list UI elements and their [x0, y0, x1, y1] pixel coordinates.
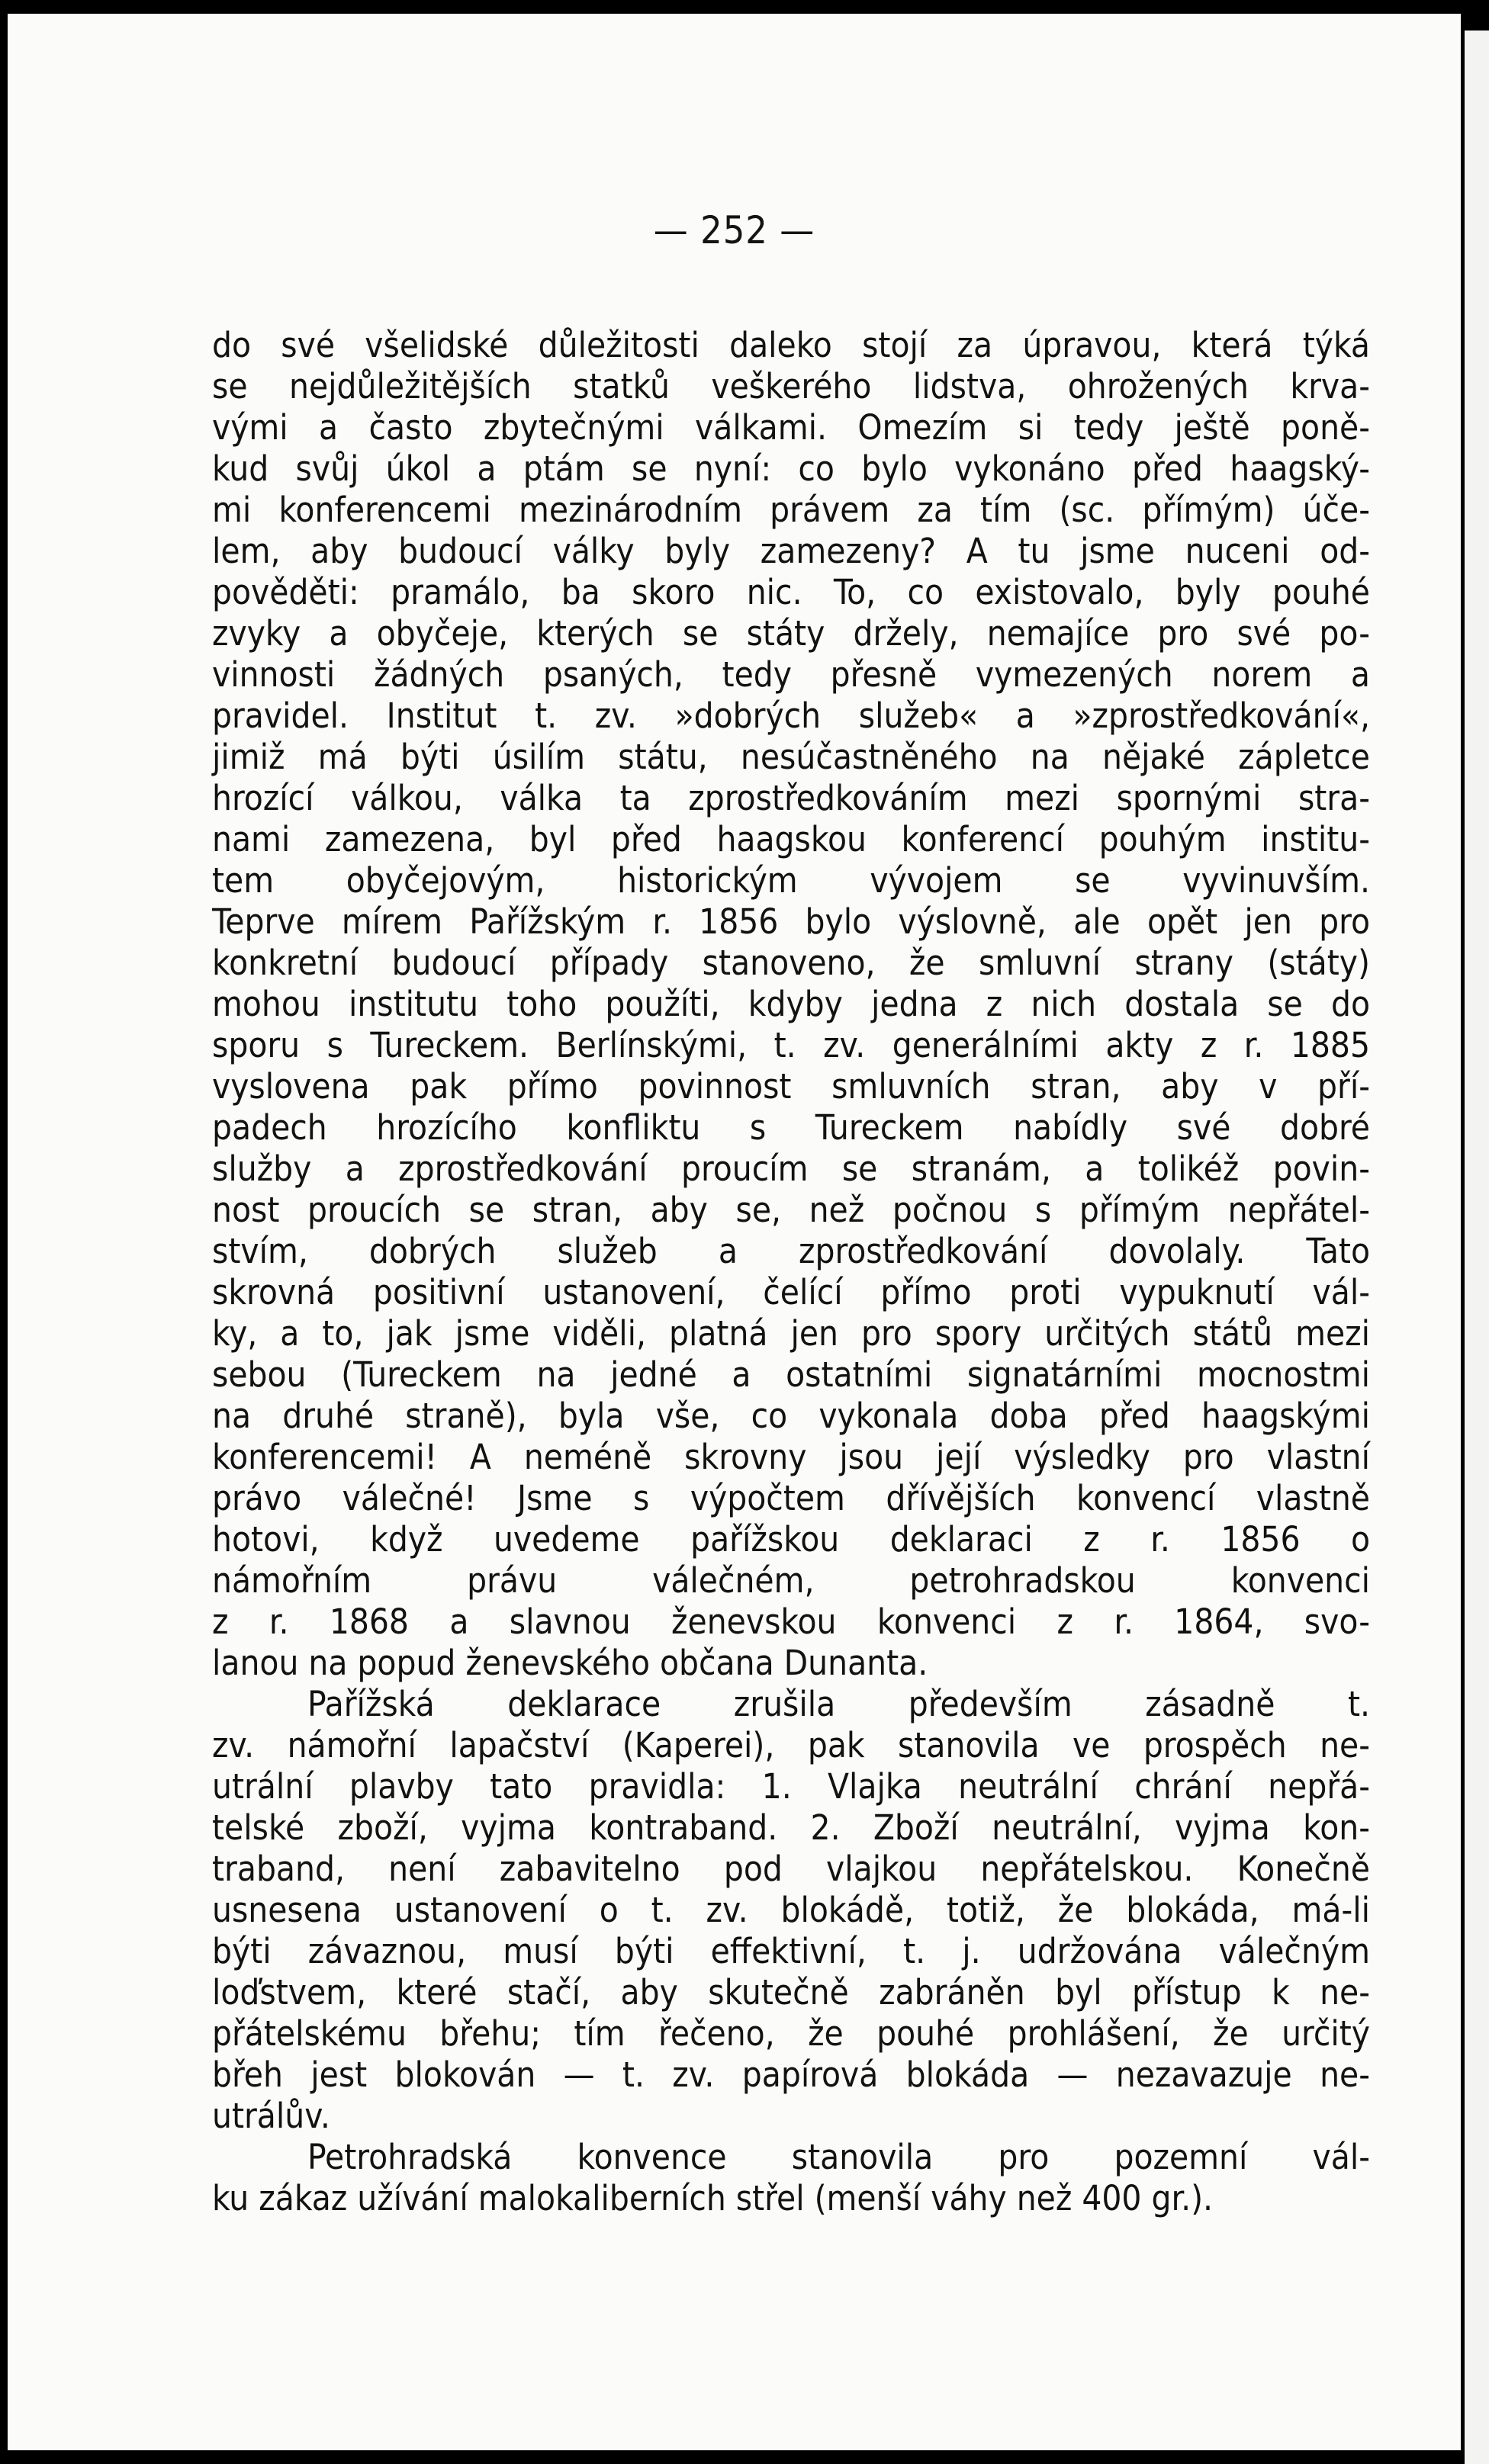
text-line: do své všelidské důležitosti daleko stojí za úpravou, která týká [212, 325, 1370, 365]
text-line: nost proucích se stran, aby se, než počnou s přímým nepřátel- [212, 1190, 1370, 1230]
text-line: z r. 1868 a slavnou ženevskou konvenci z r. 1864, svo- [212, 1601, 1370, 1642]
scan-edge [1465, 31, 1489, 2464]
text-line: ku zákaz užívání malokaliberních střel (menší váhy než 400 gr.). [212, 2178, 1214, 2218]
text-line: břeh jest blokován — t. zv. papírová blokáda — nezavazuje ne- [212, 2054, 1370, 2095]
text-line: kud svůj úkol a ptám se nyní: co bylo vykonáno před haagský- [212, 448, 1370, 489]
paragraph-1 [212, 325, 1370, 1684]
paragraph-2 [212, 1684, 1370, 2137]
text-line: pověděti: pramálo, ba skoro nic. To, co existovalo, byly pouhé [212, 572, 1370, 612]
text-line: zv. námořní lapačství (Kaperei), pak stanovila ve prospěch ne- [212, 1725, 1370, 1765]
text-line: služby a zprostředkování proucím se stranám, a tolikéž povin- [212, 1148, 1370, 1189]
text-line: Petrohradská konvence stanovila pro pozemní vál- [307, 2137, 1370, 2177]
text-line: námořním právu válečném, petrohradskou konvenci [212, 1560, 1370, 1601]
text-line: sebou (Tureckem na jedné a ostatními signatárními mocnostmi [212, 1354, 1370, 1395]
text-line: jimiž má býti úsilím státu, nesúčastněného na nějaké zápletce [212, 737, 1370, 777]
text-line: utrálův. [212, 2096, 330, 2136]
text-line: loďstvem, které stačí, aby skutečně zabráněn byl přístup k ne- [212, 1972, 1370, 2013]
text-line: Pařížská deklarace zrušila především zásadně t. [307, 1684, 1370, 1724]
text-line: stvím, dobrých služeb a zprostředkování dovolaly. Tato [212, 1231, 1370, 1271]
text-line: lanou na popud ženevského občana Dunanta. [212, 1643, 928, 1683]
text-line: vyslovena pak přímo povinnost smluvních stran, aby v pří- [212, 1066, 1370, 1107]
text-line: býti závaznou, musí býti effektivní, t. j. udržována válečným [212, 1931, 1370, 1971]
page-number: — 252 — [653, 208, 815, 252]
text-line: hrozící válkou, válka ta zprostředkováním mezi spornými stra- [212, 778, 1370, 818]
text-line: tem obyčejovým, historickým vývojem se vyvinuvším. [212, 860, 1370, 901]
text-line: Teprve mírem Pařížským r. 1856 bylo výslovně, ale opět jen pro [212, 901, 1370, 942]
text-line: sporu s Tureckem. Berlínskými, t. zv. generálními akty z r. 1885 [212, 1025, 1370, 1065]
text-line: vými a často zbytečnými válkami. Omezím si tedy ještě poně- [212, 407, 1370, 448]
text-line: hotovi, když uvedeme pařížskou deklaraci z r. 1856 o [212, 1519, 1370, 1560]
text-line: mi konferencemi mezinárodním právem za tím (sc. přímým) úče- [212, 490, 1370, 530]
paragraph-3 [212, 2137, 1370, 2219]
text-line: zvyky a obyčeje, kterých se státy držely, nemajíce pro své po- [212, 613, 1370, 654]
text-line: právo válečné! Jsme s výpočtem dřívějších konvencí vlastně [212, 1478, 1370, 1518]
text-line: konferencemi! A neméně skrovny jsou její výsledky pro vlastní [212, 1437, 1370, 1477]
text-line: usnesena ustanovení o t. zv. blokádě, totiž, že blokáda, má-li [212, 1890, 1370, 1930]
text-line: přátelskému břehu; tím řečeno, že pouhé prohlášení, že určitý [212, 2013, 1370, 2054]
text-line: ky, a to, jak jsme viděli, platná jen pro spory určitých států mezi [212, 1313, 1370, 1354]
text-line: padech hrozícího konfliktu s Tureckem nabídly své dobré [212, 1107, 1370, 1148]
text-line: nami zamezena, byl před haagskou konferencí pouhým institu- [212, 819, 1370, 859]
text-line: se nejdůležitějších statků veškerého lidstva, ohrožených krva- [212, 366, 1370, 406]
book-page [8, 14, 1461, 2450]
text-line: na druhé straně), byla vše, co vykonala doba před haagskými [212, 1396, 1370, 1436]
text-line: konkretní budoucí případy stanoveno, že smluvní strany (státy) [212, 943, 1370, 983]
text-line: mohou institutu toho použíti, kdyby jedna z nich dostala se do [212, 984, 1370, 1024]
text-line: telské zboží, vyjma kontraband. 2. Zboží neutrální, vyjma kon- [212, 1807, 1370, 1848]
body-text [212, 325, 1370, 2219]
text-line: lem, aby budoucí války byly zamezeny? A tu jsme nuceni od- [212, 531, 1370, 571]
text-line: utrální plavby tato pravidla: 1. Vlajka neutrální chrání nepřá- [212, 1766, 1370, 1807]
text-line: skrovná positivní ustanovení, čelící přímo proti vypuknutí vál- [212, 1272, 1370, 1312]
text-line: pravidel. Institut t. zv. »dobrých služeb« a »zprostředkování«, [212, 696, 1370, 736]
text-line: traband, není zabavitelno pod vlajkou nepřátelskou. Konečně [212, 1849, 1370, 1889]
text-line: vinnosti žádných psaných, tedy přesně vymezených norem a [212, 654, 1370, 695]
